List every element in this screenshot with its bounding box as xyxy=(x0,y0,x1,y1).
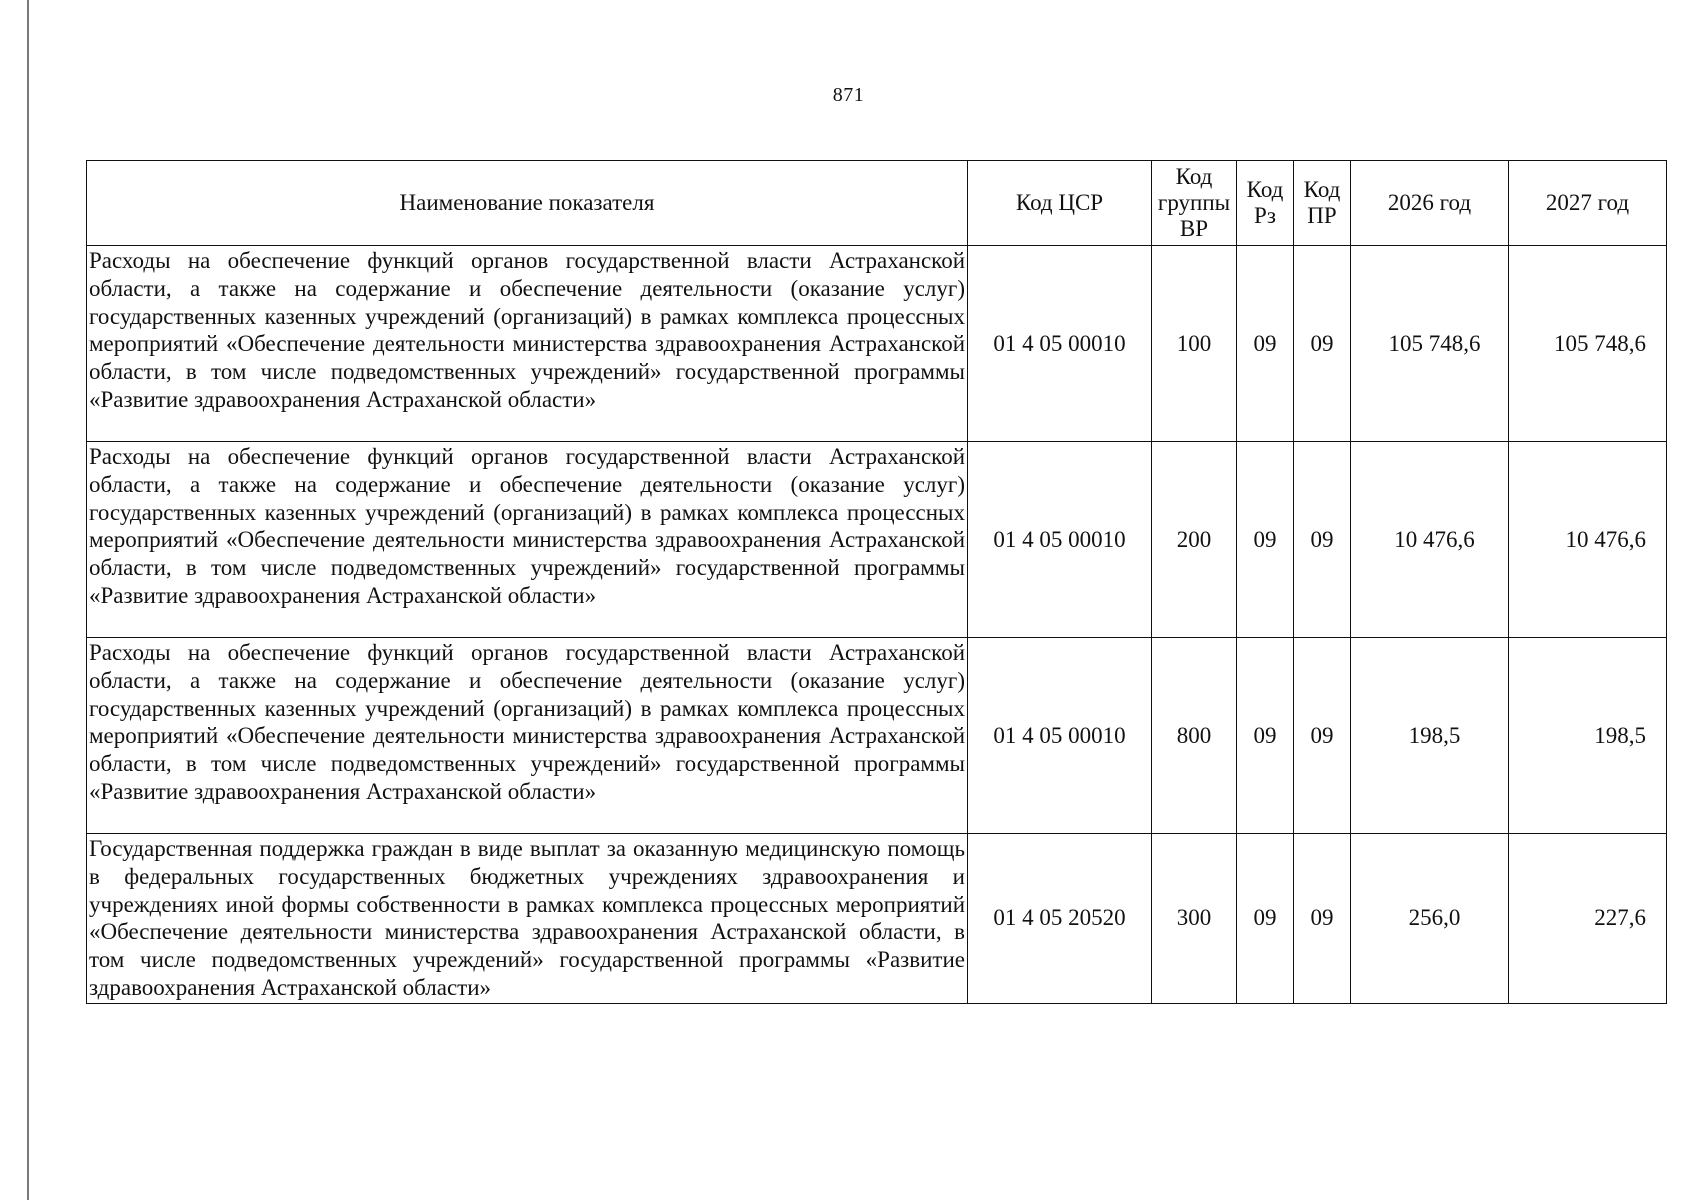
row-pr: 09 xyxy=(1294,834,1351,1004)
row-2026: 10 476,6 xyxy=(1351,442,1509,638)
header-rz: Код Рз xyxy=(1237,161,1294,246)
page-number: 871 xyxy=(832,84,865,106)
table-row xyxy=(87,246,1667,442)
row-2027: 105 748,6 xyxy=(1509,246,1667,442)
budget-table xyxy=(86,160,1667,1004)
row-csr: 01 4 05 00010 xyxy=(968,638,1152,834)
row-rz: 09 xyxy=(1237,638,1294,834)
header-vr: Код группы ВР xyxy=(1152,161,1237,246)
row-2027: 198,5 xyxy=(1509,638,1667,834)
row-pr: 09 xyxy=(1294,246,1351,442)
row-name: Государственная поддержка граждан в виде выплат за оказанную медицинскую помощь в федеральных государственных бюджетных учреждениях здравоохранения и учреждениях иной формы собственности в рамках комплекса процессных мероприятий «Обеспечение деятельности министерства здравоохранения Астраханской области, в том числе подведомственных учреждений» государственной программы «Развитие здравоохранения Астраханской области» xyxy=(87,834,968,1004)
row-name: Расходы на обеспечение функций органов государственной власти Астраханской области, а также на содержание и обеспечение деятельности (оказание услуг) государственных казенных учреждений (организаций) в рамках комплекса процессных мероприятий «Обеспечение деятельности министерства здравоохранения Астраханской области, в том числе подведомственных учреждений» государственной программы «Развитие здравоохранения Астраханской области» xyxy=(87,442,968,638)
row-vr: 200 xyxy=(1152,442,1237,638)
row-name: Расходы на обеспечение функций органов государственной власти Астраханской области, а также на содержание и обеспечение деятельности (оказание услуг) государственных казенных учреждений (организаций) в рамках комплекса процессных мероприятий «Обеспечение деятельности министерства здравоохранения Астраханской области, в том числе подведомственных учреждений» государственной программы «Развитие здравоохранения Астраханской области» xyxy=(87,638,968,834)
table-header-row xyxy=(87,161,1667,246)
table-row xyxy=(87,834,1667,1004)
header-pr: Код ПР xyxy=(1294,161,1351,246)
row-pr: 09 xyxy=(1294,638,1351,834)
header-name: Наименование показателя xyxy=(87,161,968,246)
row-2026: 198,5 xyxy=(1351,638,1509,834)
table-row xyxy=(87,638,1667,834)
row-csr: 01 4 05 00010 xyxy=(968,442,1152,638)
row-csr: 01 4 05 00010 xyxy=(968,246,1152,442)
row-vr: 300 xyxy=(1152,834,1237,1004)
row-2027: 10 476,6 xyxy=(1509,442,1667,638)
scan-edge-line xyxy=(27,0,29,1200)
row-vr: 800 xyxy=(1152,638,1237,834)
row-name: Расходы на обеспечение функций органов государственной власти Астраханской области, а также на содержание и обеспечение деятельности (оказание услуг) государственных казенных учреждений (организаций) в рамках комплекса процессных мероприятий «Обеспечение деятельности министерства здравоохранения Астраханской области, в том числе подведомственных учреждений» государственной программы «Развитие здравоохранения Астраханской области» xyxy=(87,246,968,442)
header-2026: 2026 год xyxy=(1351,161,1509,246)
row-2026: 105 748,6 xyxy=(1351,246,1509,442)
row-rz: 09 xyxy=(1237,442,1294,638)
table-row xyxy=(87,442,1667,638)
row-2027: 227,6 xyxy=(1509,834,1667,1004)
header-csr: Код ЦСР xyxy=(968,161,1152,246)
row-2026: 256,0 xyxy=(1351,834,1509,1004)
row-rz: 09 xyxy=(1237,246,1294,442)
header-2027: 2027 год xyxy=(1509,161,1667,246)
row-pr: 09 xyxy=(1294,442,1351,638)
row-rz: 09 xyxy=(1237,834,1294,1004)
row-csr: 01 4 05 20520 xyxy=(968,834,1152,1004)
row-vr: 100 xyxy=(1152,246,1237,442)
